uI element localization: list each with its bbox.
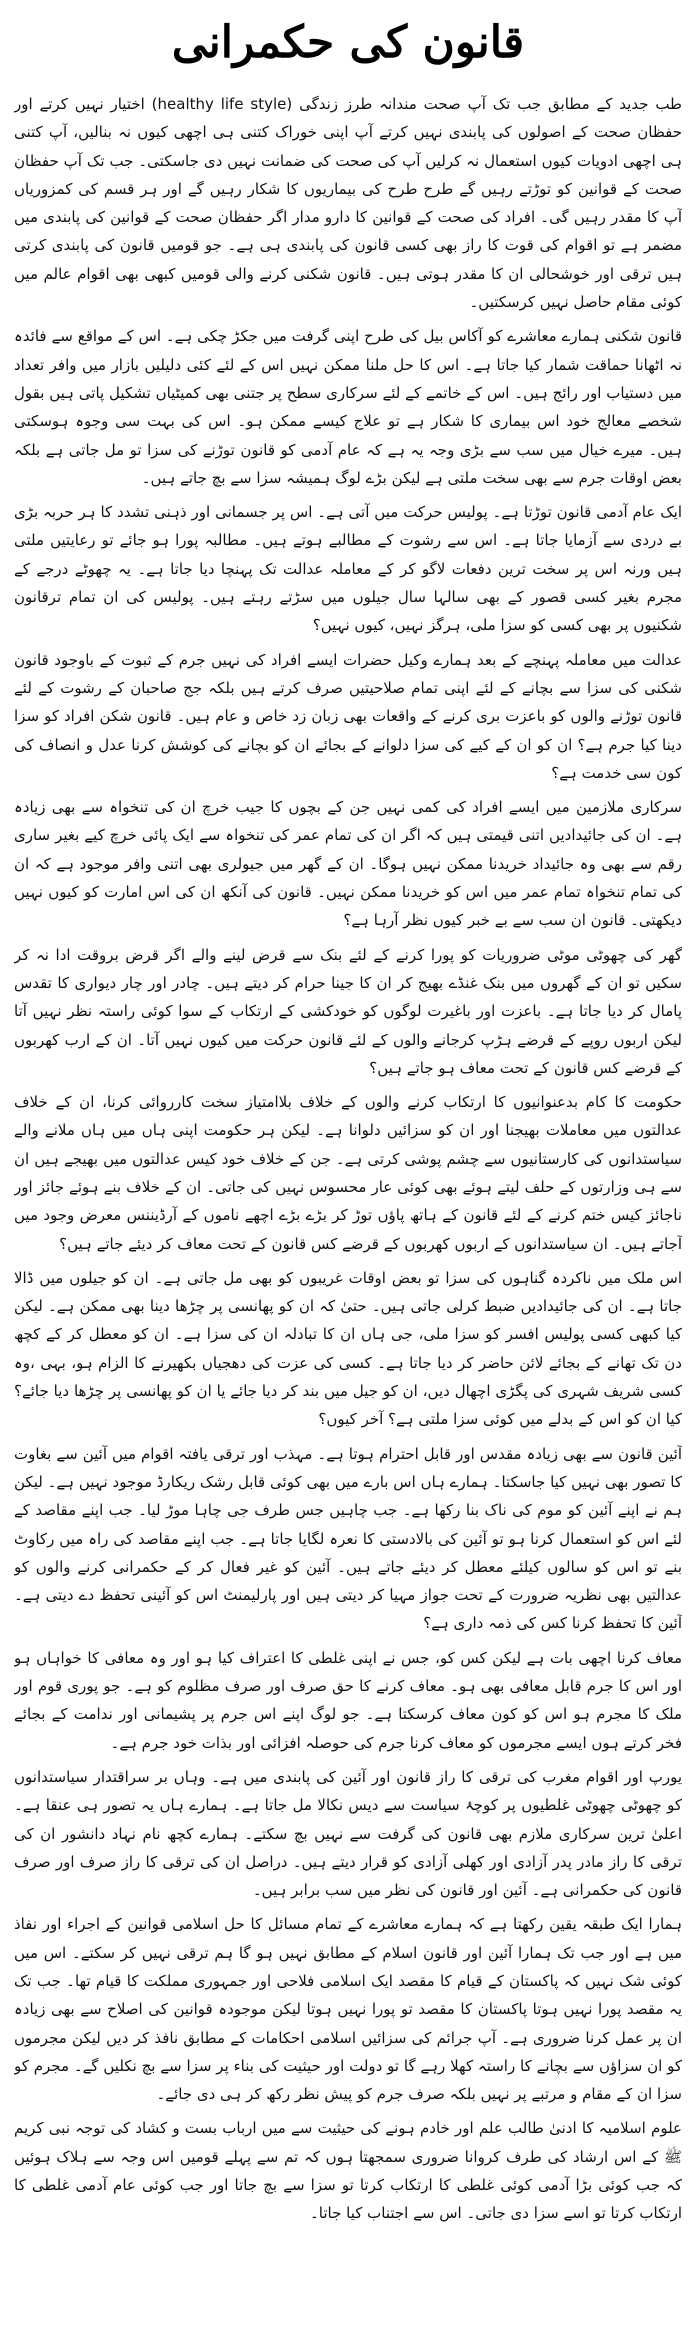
article-paragraph: گھر کی چھوٹی موٹی ضروریات کو پورا کرنے کے لئے بنک سے قرض لینے والے اگر قرض بروقت ادا نہ کر سکیں تو ان کے گھروں میں بنک غنڈے بھیج کر ان کا جینا حرام کر دیتے ہیں۔ چادر اور چار دیواری کا تقدس پامال کر دیا جاتا ہے۔ باعزت اور باغیرت لوگوں کو خودکشی کے ارتکاب کے سوا کوئی راستہ نظر نہیں آتا لیکن اربوں روپے کے قرضے ہڑپ کرجانے والوں کے لئے قانون حرکت میں کیوں نہیں آتا۔ ان کے ارب کھربوں کے قرضے کس قانون کے تحت معاف ہو جاتے ہیں؟ [14, 945, 682, 1077]
article-title: قانون کی حکمرانی [171, 17, 525, 68]
article-paragraph: معاف کرنا اچھی بات ہے لیکن کس کو، جس نے اپنی غلطی کا اعتراف کیا ہو اور وہ معافی کا خواہاں ہو اور اس کا جرم قابل معافی بھی ہو۔ معاف کرنے کا حق صرف اور صرف مظلوم کو ہے۔ جو پوری قوم اور ملک کا مجرم ہو اس کو کون معاف کرسکتا ہے۔ جو لوگ اپنے اس جرم پر پشیمانی اور ندامت کے بجائے فخر کرتے ہوں ایسے مجرموں کو معاف کرنا جرم کی حوصلہ افزائی اور بذات خود جرم ہے۔ [14, 1648, 682, 1752]
article-body [14, 90, 682, 2325]
article-paragraph: علوم اسلامیہ کا ادنیٰ طالب علم اور خادم ہونے کی حیثیت سے میں ارباب بست و کشاد کی توجہ نبی کریم ﷺ کے اس ارشاد کی طرف کروانا ضروری سمجھتا ہوں کہ تم سے پہلے قومیں اس وجہ سے ہلاک ہوئیں کہ جب کوئی بڑا آدمی کوئی غلطی کا ارتکاب کرتا تو سزا سے بچ جاتا اور جب کوئی عام آدمی غلطی کا ارتکاب کرتا تو اسے سزا دی جاتی۔ اس سے اجتناب کیا جاتا۔ [14, 2119, 682, 2223]
article-paragraph: عدالت میں معاملہ پہنچے کے بعد ہمارے وکیل حضرات ایسے افراد کی نہیں جرم کے ثبوت کے باوجود قانون شکنی کی سزا سے بچانے کے لئے اپنی تمام صلاحیتیں صرف کرتے ہیں بلکہ جج صاحبان کے رشوت کے لئے قانون توڑنے والوں کو باعزت بری کرنے کے واقعات بھی زبان زد خاص و عام ہیں۔ قانون شکن افراد کو سزا دینا کیا جرم ہے؟ ان کو ان کے کیے کی سزا دلوانے کے بجائے ان کو بچانے کی کوشش کرنا عدل و انصاف کی کون سی خدمت ہے؟ [14, 650, 682, 782]
article-paragraph: سرکاری ملازمین میں ایسے افراد کی کمی نہیں جن کے بچوں کا جیب خرچ ان کی تنخواہ سے بھی زیادہ ہے۔ ان کی جائیدادیں اتنی قیمتی ہیں کہ اگر ان کی تمام عمر کی تنخواہ سے ایک پائی خرچ کیے بغیر ساری رقم سے بھی وہ جائیداد خریدنا ممکن نہیں ہوگا۔ ان کے گھر میں جیولری بھی اتنی وافر موجود ہے کہ ان کی تمام تنخواہ تمام عمر میں اس کو خریدنا ممکن نہیں۔ قانون کی آنکھ ان کی اس امارت کو کیوں نہیں دیکھتی۔ قانون ان سب سے بے خبر کیوں نظر آرہا ہے؟ [14, 798, 682, 930]
article-paragraph: ہمارا ایک طبقہ یقین رکھتا ہے کہ ہمارے معاشرے کے تمام مسائل کا حل اسلامی قوانین کے اجراء اور نفاذ میں ہے اور جب تک ہمارا آئین اور قانون اسلام کے مطابق نہیں ہو گا ہم ترقی نہیں کر سکتے۔ اس میں کوئی شک نہیں کہ پاکستان کے قیام کا مقصد ایک اسلامی فلاحی اور جمہوری مملکت کا قیام تھا۔ جب تک یہ مقصد پورا نہیں ہوتا پاکستان کا مقصد تو پورا نہیں ہوتا لیکن موجودہ قوانین کی اصلاح سے بھی زیادہ ان پر عمل کرنا ضروری ہے۔ آپ جرائم کی سزائیں اسلامی احکامات کے مطابق نافذ کر دیں لیکن مجرموں کو ان سزاؤں سے بچانے کا راستہ کھلا رہے گا تو دولت اور حیثیت کی بناء پر سزا سے بچ نکلیں گے۔ مجرم کو سزا ان کے مقام و مرتبے پر نہیں بلکہ صرف جرم کو پیش نظر رکھ کر ہی دی جائے۔ [14, 1915, 682, 2104]
article-paragraph: ایک عام آدمی قانون توڑتا ہے۔ پولیس حرکت میں آتی ہے۔ اس پر جسمانی اور ذہنی تشدد کا ہر حربہ بڑی بے دردی سے آزمایا جاتا ہے۔ اس سے رشوت کے مطالبے ہوتے ہیں۔ مطالبہ پورا ہو جائے تو رعایتیں ملتی ہیں ورنہ اس پر سخت ترین دفعات لاگو کر کے معاملہ عدالت تک پہنچا دیا جاتا ہے۔ یہ چھوٹے درجے کے مجرم بغیر کسی قصور کے بھی سالہا سال جیلوں میں سڑتے رہتے ہیں۔ پولیس کی ان تمام ترقانون شکنیوں پر بھی کسی کو سزا ملی، ہرگز نہیں، کیوں نہیں؟ [14, 503, 682, 635]
article-paragraph: اس ملک میں ناکردہ گناہوں کی سزا تو بعض اوقات غریبوں کو بھی مل جاتی ہے۔ ان کو جیلوں میں ڈالا جاتا ہے۔ ان کی جائیدادیں ضبط کرلی جاتی ہیں۔ حتیٰ کہ ان کو پھانسی پر چڑھا دینا بھی ممکن ہے۔ لیکن کیا کبھی کسی پولیس افسر کو سزا ملی، جی ہاں ان کا تبادلہ ان کی سزا ہے۔ ان کو معطل کر کے کچھ دن تک تھانے کے بجائے لائن حاضر کر دیا جاتا ہے۔ کسی کی عزت کی دھجیاں بکھیرنے کا الزام ہو، بہی ،وہ کسی شریف شہری کی پگڑی اچھال دیں، ان کو جیل میں بند کر دیا جائے یا ان کو پھانسی پر چڑھا دیا جائے؟ کیا ان کو اس کے بدلے میں کوئی سزا ملتی ہے؟ آخر کیوں؟ [14, 1268, 682, 1429]
article-paragraph: طب جدید کے مطابق جب تک آپ صحت مندانہ طرز زندگی (healthy life style) اختیار نہیں کرتے اور حفظان صحت کے اصولوں کی پابندی نہیں کرتے آپ اپنی خوراک کتنی ہی اچھی کیوں نہ بنالیں، آپ کتنی ہی اچھی ادویات کیوں استعمال نہ کرلیں آپ کی صحت کی ضمانت نہیں دی جاسکتی۔ جب تک آپ حفظان صحت کے قوانین کو توڑتے رہیں گے طرح طرح کی بیماریوں کا شکار رہیں گے اور ہر قسم کی کمزوریاں آپ کا مقدر رہیں گی۔ افراد کی صحت کے قوانین کا دارو مدار اگر حفظان صحت کے قوانین کی پابندی میں مضمر ہے تو اقوام کی قوت کا راز بھی کسی قانون کی پابندی ہی ہے۔ جو قومیں قانون کی پابندی کرتی ہیں ترقی اور خوشحالی ان کا مقدر ہوتی ہیں۔ قانون شکنی کرنے والی قومیں کبھی بھی اقوام عالم میں کوئی مقام حاصل نہیں کرسکتیں۔ [14, 95, 682, 312]
article-paragraph: حکومت کا کام بدعنوانیوں کا ارتکاب کرنے والوں کے خلاف بلاامتیاز سخت کارروائی کرنا، ان کے خلاف عدالتوں میں معاملات بھیجنا اور ان کو سزائیں دلوانا ہے۔ لیکن ہر حکومت اپنی ہاں میں ہاں ملانے والے سیاستدانوں کی کارستانیوں سے چشم پوشی کرتی ہے۔ جن کے خلاف خود کیس عدالتوں میں بھیجے ہیں ان سے ہی وزارتوں کے حلف لیتے ہوئے بھی کوئی عار محسوس نہیں کی جاتی۔ ان کے خلاف بنے ہوئے جائز اور ناجائز کیس ختم کرنے کے لئے قانون کے ہاتھ پاؤں توڑ کر بڑے بڑے اچھے ناموں کے آرڈیننس معرض وجود میں آجاتے ہیں۔ ان سیاستدانوں کے اربوں کھربوں کے قرضے کس قانون کے تحت معاف کر دیئے جاتے ہیں؟ [14, 1093, 682, 1253]
article-paragraph: آئین قانون سے بھی زیادہ مقدس اور قابل احترام ہوتا ہے۔ مہذب اور ترقی یافتہ اقوام میں آئین سے بغاوت کا تصور بھی نہیں کیا جاسکتا۔ ہمارے ہاں اس بارے میں بھی کوئی قابل رشک ریکارڈ موجود نہیں ہے۔ لیکن ہم نے اپنے آئین کو موم کی ناک بنا رکھا ہے۔ جب چاہیں جس طرف جی چاہا موڑ لیا۔ جب اپنے مقاصد کے لئے اس کو استعمال کرنا ہو تو آئین کی بالادستی کا نعرہ لگایا جاتا ہے۔ جب اپنے مقاصد کی راہ میں رکاوٹ بنے تو اس کو سالوں کیلئے معطل کر دیئے جاتے ہیں۔ آئین کو غیر فعال کر کے حکمرانی کرنے والوں کو عدالتیں بھی نظریہ ضرورت کے تحت جواز مہیا کر دیتی ہیں اور پارلیمنٹ اس کو آئینی تحفظ دے دیتی ہے۔ آئین کا تحفظ کرنا کس کی ذمہ داری ہے؟ [14, 1444, 682, 1633]
article-paragraph: یورپ اور اقوام مغرب کی ترقی کا راز قانون اور آئین کی پابندی میں ہے۔ وہاں بر سراقتدار سیاستدانوں کو چھوٹی چھوٹی غلطیوں پر کوچۂ سیاست سے دیس نکالا مل جاتا ہے۔ ہمارے ہاں یہ تصور ہی عنقا ہے۔ اعلیٰ ترین سرکاری ملازم بھی قانون کی گرفت سے نہیں بچ سکتے۔ ہمارے کچھ نام نہاد دانشور ان کی ترقی کا راز مادر پدر آزادی اور کھلی آزادی کو قرار دیتے ہیں۔ دراصل ان کی ترقی کا راز صرف اور صرف قانون کی حکمرانی ہے۔ آئین اور قانون کی نظر میں سب برابر ہیں۔ [14, 1767, 682, 1900]
article-paragraph: قانون شکنی ہمارے معاشرے کو آکاس بیل کی طرح اپنی گرفت میں جکڑ چکی ہے۔ اس کے مواقع سے فائدہ نہ اٹھانا حماقت شمار کیا جاتا ہے۔ اس کا حل ملنا ممکن نہیں اس کے لئے کئی دلیلیں بازار میں وافر تعداد میں دستیاب اور رائج ہیں۔ اس کے خاتمے کے لئے سرکاری سطح پر جتنی بھی کمیٹیاں تشکیل پاتی ہیں بقول شخصے معالج خود اس بیماری کا شکار ہے تو علاج کیسے ممکن ہو۔ اس کی بہت سی وجوہ ہوسکتی ہیں۔ میرے خیال میں سب سے بڑی وجہ یہ ہے کہ عام آدمی کو قانون توڑنے کی سزا تو مل جاتی ہے بلکہ بعض اوقات جرم سے بھی سخت ملتی ہے لیکن بڑے لوگ ہمیشہ سزا سے بچ جاتے ہیں۔ [14, 327, 682, 487]
